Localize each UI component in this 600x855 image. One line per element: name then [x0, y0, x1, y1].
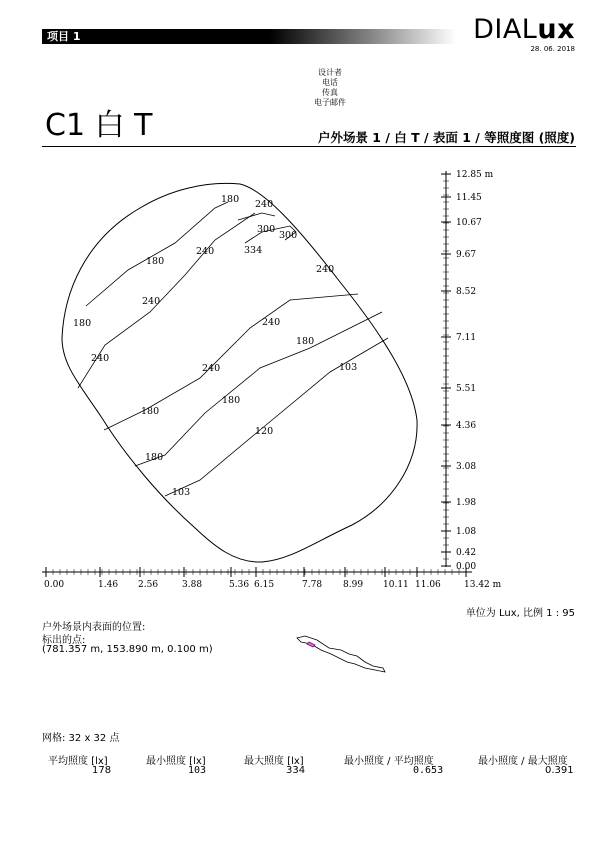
x-tick-label: 6.15 — [254, 580, 275, 590]
contour-label: 240 — [255, 199, 274, 210]
x-tick-label: 13.42 m — [464, 580, 502, 590]
phone-line: 电话 — [322, 78, 338, 87]
contour-label: 180 — [221, 194, 240, 205]
x-axis-ticks — [44, 567, 502, 590]
y-axis-ticks — [441, 170, 494, 572]
y-tick-label: 5.51 — [456, 384, 477, 394]
x-tick-label: 3.88 — [182, 580, 203, 590]
contour-label: 180 — [146, 256, 165, 267]
contour-label: 300 — [257, 224, 276, 235]
contour-label: 334 — [244, 245, 263, 256]
contour-label: 240 — [91, 353, 110, 364]
y-tick-label: 8.52 — [456, 287, 477, 297]
y-tick-label: 11.45 — [456, 193, 482, 203]
avg-label: 平均照度 [lx] — [48, 756, 108, 767]
site-minimap — [295, 632, 390, 674]
contour-label: 180 — [145, 452, 164, 463]
x-tick-label: 2.56 — [138, 580, 159, 590]
designer-line: 设计者 — [318, 68, 342, 77]
marked-point-coords: (781.357 m, 153.890 m, 0.100 m) — [42, 644, 213, 655]
contour-label: 180 — [296, 336, 315, 347]
page-subtitle: 户外场景 1 / 白 T / 表面 1 / 等照度图 (照度) — [317, 130, 575, 145]
min-max-value: 0.391 — [545, 765, 574, 776]
avg-value: 178 — [92, 765, 112, 776]
contour-label: 240 — [202, 363, 221, 374]
y-tick-label: 3.08 — [456, 462, 477, 472]
min-avg-value: 0.653 — [413, 765, 444, 776]
contour-lines — [78, 202, 388, 496]
y-tick-label: 9.67 — [456, 250, 477, 260]
page-title: C1 白 T — [45, 108, 153, 143]
x-tick-label: 1.46 — [98, 580, 119, 590]
contour-label: 240 — [196, 246, 215, 257]
contour-label: 240 — [142, 296, 161, 307]
contour-label: 300 — [279, 230, 298, 241]
fax-line: 传真 — [322, 88, 338, 97]
report-date: 28. 06. 2018 — [530, 45, 575, 53]
y-tick-label: 7.11 — [456, 333, 477, 343]
min-value: 103 — [188, 765, 207, 776]
contour-label: 180 — [141, 406, 160, 417]
x-tick-label: 7.78 — [302, 580, 323, 590]
dialux-logo: DIALux — [473, 14, 575, 45]
x-tick-label: 5.36 — [229, 580, 250, 590]
grid-info: 网格: 32 x 32 点 — [42, 733, 120, 744]
y-tick-label: 10.67 — [456, 218, 482, 228]
surface-outline — [62, 183, 417, 562]
min-max-label: 最小照度 / 最大照度 — [478, 756, 568, 767]
contour-label: 120 — [255, 426, 274, 437]
marked-point-label: 标出的点: — [42, 635, 86, 646]
email-line: 电子邮件 — [314, 98, 346, 107]
x-tick-label: 8.99 — [343, 580, 364, 590]
x-tick-label: 0.00 — [44, 580, 65, 590]
y-tick-label: 1.08 — [456, 527, 477, 537]
contour-label: 240 — [316, 264, 335, 275]
min-avg-label: 最小照度 / 平均照度 — [344, 756, 434, 767]
max-value: 334 — [286, 765, 306, 776]
max-label: 最大照度 [lx] — [244, 756, 304, 767]
y-tick-label: 1.98 — [456, 498, 477, 508]
y-tick-label: 0.00 — [456, 562, 477, 572]
project-label: 项目 1 — [47, 30, 81, 43]
y-tick-label: 0.42 — [456, 548, 477, 558]
position-heading: 户外场景内表面的位置: — [42, 622, 146, 633]
contour-label: 103 — [172, 487, 191, 498]
contour-label: 103 — [339, 362, 358, 373]
contour-label: 180 — [222, 395, 241, 406]
y-tick-label: 12.85 m — [456, 170, 494, 180]
x-tick-label: 11.06 — [415, 580, 441, 590]
x-tick-label: 10.11 — [383, 580, 409, 590]
contour-label: 180 — [73, 318, 92, 329]
contour-label: 240 — [262, 317, 281, 328]
min-label: 最小照度 [lx] — [146, 756, 206, 767]
scale-note: 单位为 Lux, 比例 1 : 95 — [465, 608, 575, 619]
y-tick-label: 4.36 — [456, 421, 477, 431]
